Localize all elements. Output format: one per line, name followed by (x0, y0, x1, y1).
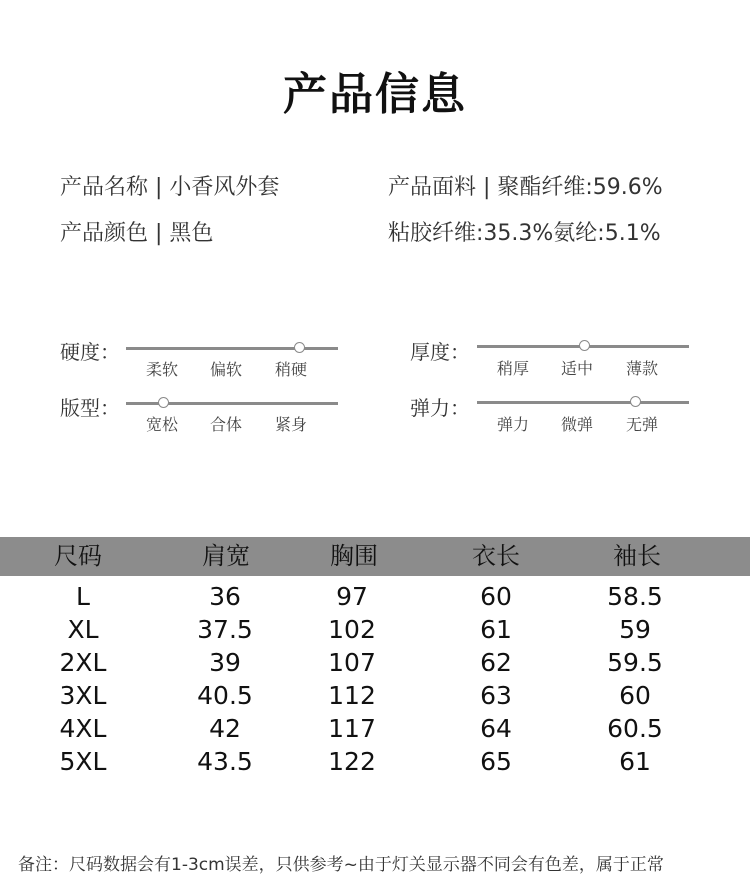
attribute-option: 稍厚 (497, 359, 530, 378)
table-cell: 97 (336, 582, 368, 611)
attribute-label: 厚度： (410, 340, 470, 364)
header-length: 衣长 (472, 542, 520, 570)
attribute-indicator (630, 396, 641, 407)
table-cell: 58.5 (607, 582, 663, 611)
header-size: 尺码 (54, 542, 102, 570)
table-cell: 43.5 (197, 747, 253, 776)
table-cell: 39 (209, 648, 241, 677)
table-cell: 65 (480, 747, 512, 776)
attribute-option: 稍硬 (275, 360, 308, 379)
table-cell: 117 (328, 714, 376, 743)
table-cell: 122 (328, 747, 376, 776)
table-cell: XL (67, 615, 99, 644)
table-cell: 5XL (59, 747, 107, 776)
table-cell: 60.5 (607, 714, 663, 743)
table-cell: 4XL (59, 714, 107, 743)
attribute-track (477, 345, 689, 348)
header-chest: 胸围 (330, 542, 378, 570)
attribute-option: 合体 (210, 415, 243, 434)
table-cell: 59 (619, 615, 651, 644)
product-fabric-detail: 粘胶纤维:35.3%氨纶:5.1% (388, 221, 661, 246)
table-cell: 2XL (59, 648, 107, 677)
table-cell: 107 (328, 648, 376, 677)
attribute-track (126, 347, 338, 350)
table-cell: 37.5 (197, 615, 253, 644)
attribute-option: 适中 (561, 359, 594, 378)
table-cell: L (76, 582, 90, 611)
table-cell: 60 (619, 681, 651, 710)
table-cell: 61 (619, 747, 651, 776)
attribute-indicator (294, 342, 305, 353)
attribute-indicator (579, 340, 590, 351)
page-title: 产品信息 (283, 69, 467, 120)
table-cell: 63 (480, 681, 512, 710)
attribute-label: 弹力： (410, 396, 470, 420)
table-cell: 112 (328, 681, 376, 710)
header-shoulder: 肩宽 (202, 542, 250, 570)
attribute-indicator (158, 397, 169, 408)
size-table-header (0, 537, 750, 576)
table-cell: 40.5 (197, 681, 253, 710)
attribute-track (126, 402, 338, 405)
product-color: 产品颜色 | 黑色 (60, 221, 214, 246)
attribute-option: 微弹 (561, 415, 594, 434)
table-cell: 3XL (59, 681, 107, 710)
table-cell: 59.5 (607, 648, 663, 677)
attribute-option: 弹力 (497, 415, 530, 434)
table-cell: 64 (480, 714, 512, 743)
table-cell: 60 (480, 582, 512, 611)
table-cell: 102 (328, 615, 376, 644)
attribute-option: 薄款 (626, 359, 659, 378)
attribute-option: 宽松 (146, 415, 179, 434)
attribute-option: 紧身 (275, 415, 308, 434)
footnote: 备注：尺码数据会有1-3cm误差，只供参考~由于灯关显示器不同会有色差，属于正常 (18, 855, 664, 875)
attribute-label: 版型： (60, 396, 120, 420)
table-cell: 61 (480, 615, 512, 644)
table-cell: 36 (209, 582, 241, 611)
table-cell: 42 (209, 714, 241, 743)
product-fabric: 产品面料 | 聚酯纤维:59.6% (388, 175, 663, 200)
header-sleeve: 袖长 (613, 542, 661, 570)
product-name: 产品名称 | 小香风外套 (60, 175, 280, 200)
table-cell: 62 (480, 648, 512, 677)
attribute-option: 柔软 (146, 360, 179, 379)
attribute-label: 硬度： (60, 340, 120, 364)
attribute-track (477, 401, 689, 404)
attribute-option: 偏软 (210, 360, 243, 379)
attribute-option: 无弹 (626, 415, 659, 434)
